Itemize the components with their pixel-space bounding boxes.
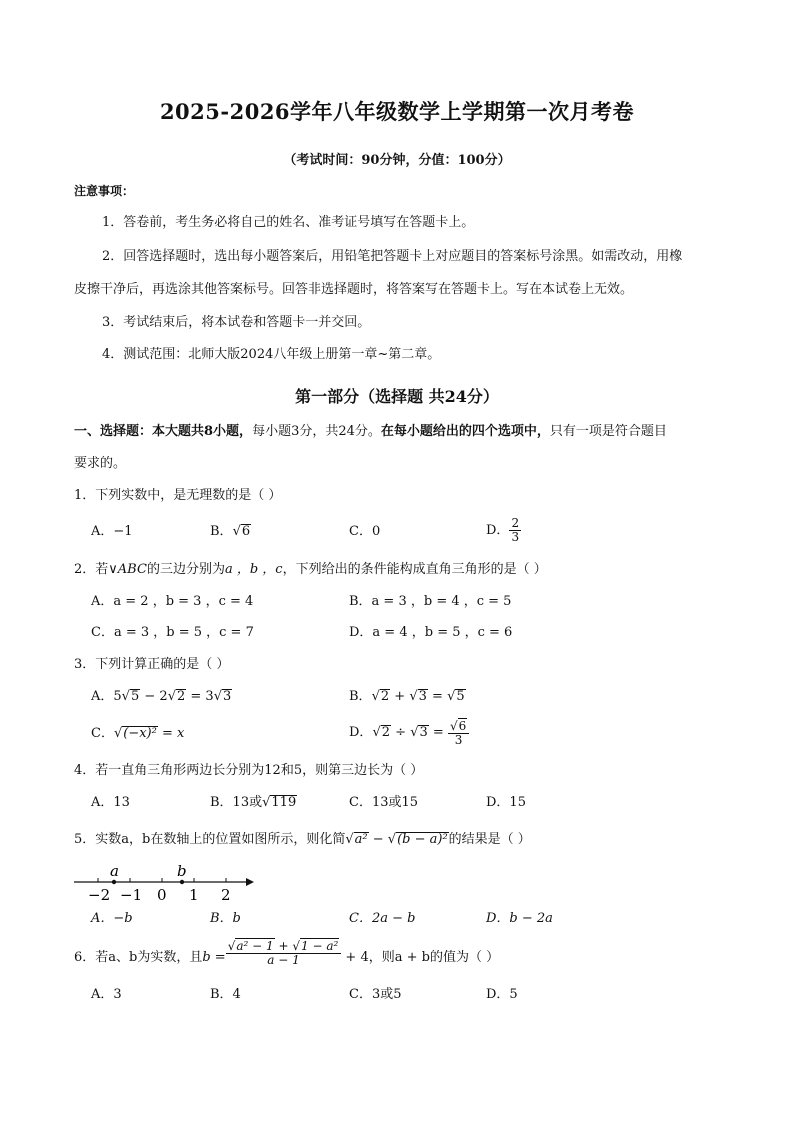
q2-option-a[interactable]: A．a = 2 ，b = 3 ，c = 4 — [91, 594, 254, 609]
point-b — [180, 880, 184, 884]
q3-b-label: B． — [349, 689, 372, 704]
tick-label-2: 2 — [221, 886, 231, 904]
tick-label-neg2: −2 — [88, 886, 111, 904]
q6-num-plus: + — [274, 939, 293, 953]
q5-option-a[interactable]: A．−b — [91, 911, 133, 926]
q5-stem-a: 5．实数a，b在数轴上的位置如图所示，则化简 — [74, 832, 346, 847]
q6-denominator: a − 1 — [267, 953, 300, 967]
question-6-stem: 6．若a、b为实数，且b = $\frac{\text{√a² − 1 + √1 − a²}}{a - 1}$ + 4，则a + b的值为（ ） — [74, 939, 500, 967]
q3-b-plus: + — [390, 689, 410, 704]
note-3: 3．考试结束后，将本试卷和答题卡一并交回。 — [102, 315, 371, 330]
note-2: 2．回答选择题时，选出每小题答案后，用铅笔把答题卡上对应题目的答案标号涂黑。如需改动，用橡 — [102, 249, 683, 264]
point-a — [112, 880, 116, 884]
q2-stem-b: 的三边分别为 — [146, 562, 225, 577]
q3-a-minus: − 2 — [140, 689, 168, 704]
q3-c-label: C． — [91, 726, 114, 741]
q3-a-rad1: 5 — [130, 689, 140, 704]
q6-option-d[interactable]: D．5 — [486, 987, 518, 1002]
tick-label-1: 1 — [189, 886, 199, 904]
q4-b-label: B．13或 — [210, 795, 263, 810]
question-1-stem: 1．下列实数中，是无理数的是（ ） — [74, 488, 282, 503]
q6-stem-b: ，则a + b的值为（ ） — [368, 950, 500, 965]
q2-option-c[interactable]: C．a = 3 ，b = 5 ，c = 7 — [91, 625, 254, 640]
q6-option-b[interactable]: B．4 — [210, 987, 241, 1002]
q3-option-d[interactable]: D．√2 ÷ √3 = $\frac{√6}{3}$ — [349, 718, 469, 747]
instruction-line-2: 要求的。 — [74, 456, 127, 471]
q1-d-numerator: 2 — [511, 516, 520, 530]
question-5-stem: 5．实数a，b在数轴上的位置如图所示，则化简√a² − √(b − a)²的结果是（ ） — [74, 832, 531, 847]
q4-option-a[interactable]: A．13 — [91, 795, 130, 810]
q4-option-b[interactable]: B．13或√119 — [210, 795, 297, 810]
q3-d-eq: = — [428, 725, 448, 740]
number-line — [70, 860, 270, 904]
q3-b-rad3: 5 — [456, 689, 465, 704]
q3-d-num-rad: 6 — [458, 719, 467, 733]
q2-vars: a ，b ，c — [224, 562, 283, 577]
q3-d-div: ÷ — [391, 725, 411, 740]
q6-num-rad-1: a² − 1 — [236, 939, 274, 953]
q6-num-rad-2: 1 − a² — [301, 939, 339, 953]
q4-option-d[interactable]: D．15 — [486, 795, 526, 810]
section-heading: 第一部分（选择题 共24分） — [295, 387, 499, 406]
q3-d-rad1: 2 — [381, 725, 391, 740]
q2-stem-a: 2．若 — [74, 562, 109, 577]
instruction-line-1 — [74, 424, 667, 440]
q1-option-a[interactable]: A．−1 — [91, 524, 133, 539]
q3-a-rad3: 3 — [223, 689, 232, 704]
tick-label-neg1: −1 — [120, 886, 143, 904]
q1-option-d[interactable] — [486, 517, 521, 544]
question-4-stem: 4．若一直角三角形两边长分别为12和5，则第三边长为（ ） — [74, 763, 424, 778]
q3-option-c[interactable]: C．√(−x)² = x — [91, 726, 185, 741]
q6-stem-a: 6．若a、b为实数，且 — [74, 950, 203, 965]
q4-b-radicand: 119 — [271, 795, 297, 810]
instruction-score: 每小题3分，共24分。 — [252, 424, 381, 439]
q4-option-c[interactable]: C．13或15 — [349, 795, 419, 810]
q3-a-rad2: 2 — [176, 689, 186, 704]
q5-rad-1: a² — [354, 832, 368, 847]
q3-b-eq: = — [427, 689, 448, 704]
q3-b-rad1: 2 — [380, 689, 390, 704]
notes-heading: 注意事项： — [74, 184, 135, 198]
q1-option-b[interactable]: B．√6 — [210, 524, 251, 539]
q2-stem-c: ，下列给出的条件能构成直角三角形的是（ ） — [282, 562, 547, 577]
point-b-label: b — [177, 862, 187, 880]
instruction-count: 本大题共8小题， — [152, 424, 253, 439]
q3-c-rad: (−x)² — [123, 726, 157, 741]
q5-minus: − — [368, 832, 388, 847]
instruction-rule: 在每小题给出的四个选项中， — [380, 424, 550, 439]
q6-option-c[interactable]: C．3或5 — [349, 987, 402, 1002]
q5-option-b[interactable]: B．b — [210, 911, 241, 926]
q3-option-b[interactable]: B．√2 + √3 = √5 — [349, 689, 465, 704]
q2-option-b[interactable]: B．a = 3 ，b = 4 ，c = 5 — [349, 594, 512, 609]
q2-triangle: ∨ABC — [108, 562, 147, 577]
point-a-label: a — [110, 862, 119, 880]
note-2-cont: 皮擦干净后，再选涂其他答案标号。回答非选择题时，将答案写在答题卡上。写在本试卷上无效。 — [74, 282, 634, 297]
q5-stem-b: 的结果是（ ） — [448, 832, 531, 847]
q5-option-c[interactable]: C．2a − b — [349, 911, 416, 926]
q5-option-d[interactable]: D．b − 2a — [486, 911, 553, 926]
question-3-stem: 3．下列计算正确的是（ ） — [74, 657, 230, 672]
q3-c-eq: = x — [157, 726, 185, 741]
question-2-stem — [74, 562, 547, 578]
q2-option-d[interactable]: D．a = 4 ，b = 5 ，c = 6 — [349, 625, 513, 640]
q1-option-c[interactable]: C．0 — [349, 524, 381, 539]
axis-arrow — [246, 878, 254, 886]
q1-option-b-label: B． — [210, 524, 233, 539]
q1-d-denominator: 3 — [511, 530, 520, 544]
q3-option-a[interactable]: A．5√5 − 2√2 = 3√3 — [91, 689, 232, 704]
q6-option-a[interactable]: A．3 — [91, 987, 122, 1002]
q3-a-label: A． — [91, 689, 114, 704]
q1-option-b-radicand: 6 — [241, 524, 251, 539]
q3-d-den: 3 — [454, 733, 463, 747]
q3-d-rad2: 3 — [419, 725, 428, 740]
q3-a-coef: 5 — [113, 689, 122, 704]
q6-eq-lhs: b = — [202, 950, 226, 965]
q5-rad-2: (b − a)² — [397, 832, 448, 847]
page-title: 2025-2026学年八年级数学上学期第一次月考卷 — [159, 99, 635, 124]
q3-d-label: D． — [349, 725, 373, 740]
q3-b-rad2: 3 — [418, 689, 427, 704]
exam-info: （考试时间：90分钟，分值：100分） — [283, 153, 511, 168]
q3-a-eq: = 3 — [186, 689, 214, 704]
q1-option-d-label: D． — [486, 523, 510, 538]
note-1: 1．答卷前，考生务必将自己的姓名、准考证号填写在答题卡上。 — [102, 215, 475, 230]
instruction-end: 只有一项是符合题目 — [549, 424, 667, 439]
note-4: 4．测试范围：北师大版2024八年级上册第一章~第二章。 — [102, 347, 441, 362]
tick-label-0: 0 — [157, 886, 167, 904]
instruction-prefix: 一、选择题： — [74, 424, 153, 439]
q6-tail: + 4 — [341, 950, 369, 965]
